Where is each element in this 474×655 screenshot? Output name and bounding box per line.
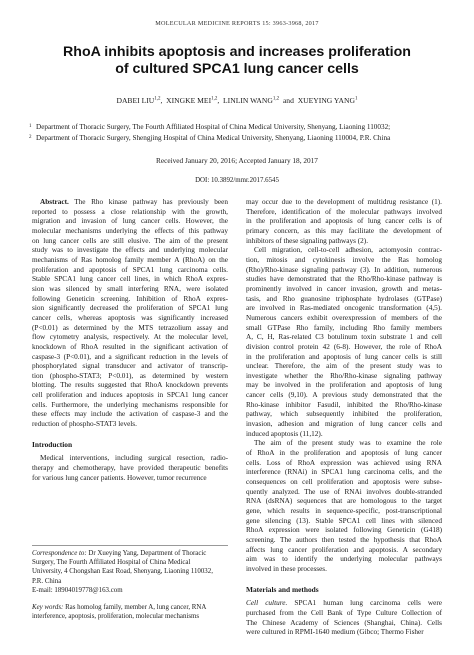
line-text: unclear. Therefore, the aim of the present study was to bbox=[246, 362, 442, 371]
subsection-label: Cell culture. bbox=[246, 599, 288, 608]
body-line bbox=[246, 333, 442, 343]
line-text: invasion, adhesion and migration of lung cancer cells and bbox=[246, 420, 442, 429]
line-text: may occur due to the development of multidrug resistance (1). bbox=[246, 198, 442, 206]
intro-line bbox=[32, 454, 228, 464]
body-line bbox=[246, 314, 442, 324]
line-text: RhoA expression were isolated following Geneticin (G418) bbox=[246, 526, 442, 535]
author-name: XINGKE MEI bbox=[166, 96, 212, 105]
footnote-line bbox=[32, 577, 228, 586]
line-text: of RhoA in the proliferation and apoptosis of lung cancer bbox=[246, 449, 442, 458]
body-line bbox=[246, 401, 442, 411]
line-text: molecular mechanisms underlying the effects of this pathway bbox=[32, 226, 228, 235]
line-text: were cultured in RPMI-1640 medium (Gibco; Thermo Fisher bbox=[246, 628, 424, 637]
line-text: pathway, which subsequently inhibited the proliferation, bbox=[246, 410, 442, 419]
line-text: inhibitors of these signaling pathways (2). bbox=[246, 236, 369, 245]
line-text: therapy and chemotherapy, have provided therapeutic benefits bbox=[32, 464, 228, 473]
title-line-1: RhoA inhibits apoptosis and increases proliferation bbox=[63, 44, 411, 60]
body-line bbox=[246, 526, 442, 536]
abstract-line bbox=[32, 314, 228, 324]
received-accepted-dates: Received January 20, 2016; Accepted January 18, 2017 bbox=[156, 156, 318, 165]
affiliation-mark: 1 bbox=[29, 124, 32, 129]
line-text: on lung cancer cells are still elusive. The aim of the present bbox=[32, 236, 228, 245]
intro-line bbox=[32, 464, 228, 474]
body-line bbox=[246, 304, 442, 314]
introduction-text bbox=[32, 454, 228, 483]
abstract-line bbox=[32, 266, 228, 276]
body-line bbox=[246, 507, 442, 517]
abstract-line bbox=[32, 372, 228, 382]
body-line bbox=[246, 295, 442, 305]
body-line bbox=[246, 353, 442, 363]
line-text: migration and invasion of lung cancer cells. However, the bbox=[32, 217, 228, 226]
body-line bbox=[246, 609, 442, 619]
author-name: LINLIN WANG bbox=[223, 96, 273, 105]
abstract-line bbox=[32, 304, 228, 314]
abstract-line bbox=[32, 381, 228, 391]
body-line bbox=[246, 555, 442, 565]
line-text: Medical interventions, including surgical resection, radio- bbox=[40, 454, 228, 463]
line-text: Dr Xueying Yang, Department of Thoracic bbox=[88, 550, 207, 557]
line-text: mechanisms of Ras homolog family member A (RhoA) on the bbox=[32, 255, 228, 264]
author-separator: , bbox=[160, 96, 163, 105]
running-header: MOLECULAR MEDICINE REPORTS 15: 3963-3968, 2017 bbox=[155, 20, 319, 27]
footnote-line bbox=[32, 612, 228, 621]
affiliation-text: Department of Thoracic Surgery, Shengjing Hospital of China Medical University, Shenyang, Liaoning 110004, P.R. China bbox=[36, 134, 391, 142]
affiliation-item bbox=[26, 133, 456, 144]
body-line bbox=[246, 478, 442, 488]
line-text: P.R. China bbox=[32, 577, 62, 585]
author-separator: , bbox=[217, 96, 220, 105]
correspondence-label: Correspondence to: bbox=[32, 550, 87, 557]
intro-paragraph-3 bbox=[246, 439, 442, 574]
line-text: The Chinese Academy of Sciences (Shanghai, China). Cells bbox=[246, 618, 442, 627]
line-text: division control protein 42 (6-8). However, the role of RhoA bbox=[246, 342, 442, 351]
line-text: interference, apoptosis, proliferation, molecular mechanisms bbox=[32, 613, 200, 621]
footnote-divider bbox=[32, 545, 228, 546]
body-line bbox=[246, 546, 442, 556]
line-text: aim was to identify the underlying molecular pathways bbox=[246, 555, 442, 564]
abstract-line bbox=[32, 208, 228, 218]
line-text: gene, which results in sequence-specific, post-transcriptional bbox=[246, 507, 442, 515]
intro-paragraph-1 bbox=[246, 198, 442, 246]
body-line bbox=[246, 343, 442, 353]
line-text: for various lung cancer patients. However, tumor recurrence bbox=[32, 473, 207, 482]
line-text: The Rho kinase pathway has previously been bbox=[74, 198, 228, 206]
line-text: cancer cells (9,10). A previous study demonstrated that the bbox=[246, 391, 442, 400]
body-line bbox=[246, 439, 442, 449]
affiliation-item bbox=[26, 122, 456, 133]
line-text: interference (RNAi) in SPCA1 lung carcinoma cells, and the bbox=[246, 468, 442, 477]
line-text: sion significantly decreased the proliferation of SPCA1 lung bbox=[32, 304, 228, 313]
abstract-line bbox=[32, 333, 228, 343]
line-text: primary concern, as this may facilitate the development of bbox=[246, 226, 442, 235]
line-text: in the proliferation and apoptosis of lung cancer cells is of bbox=[246, 217, 442, 226]
line-text: consequences on cell proliferation and apoptosis were subse- bbox=[246, 478, 442, 487]
author-affil-mark: 1 bbox=[355, 96, 358, 102]
line-text: phosphorylated signal transducer and activator of transcrip- bbox=[32, 362, 228, 371]
author-name: XUEYING YANG bbox=[297, 96, 356, 105]
title-line-2: of cultured SPCA1 lung cancer cells bbox=[115, 61, 359, 77]
line-text: studies have demonstrated that the Rho/Rho-kinase pathway is bbox=[246, 275, 442, 284]
left-column bbox=[32, 198, 228, 483]
body-line bbox=[246, 256, 442, 266]
line-text: quently analyzed. The use of RNAi involves double-stranded bbox=[246, 487, 442, 496]
abstract-line bbox=[32, 401, 228, 411]
line-text: University, 4 Chongshan East Road, Shenyang, Liaoning 110032, bbox=[32, 568, 213, 576]
line-text: gene silencing (13). Stable SPCA1 cell lines with silenced bbox=[246, 516, 442, 525]
line-text: SPCA1 human lung carcinoma cells were bbox=[294, 599, 442, 608]
body-line bbox=[246, 227, 442, 237]
line-text: cell proliferation and induces apoptosis in SPCA1 lung cancer bbox=[32, 391, 228, 400]
footnote-line bbox=[32, 586, 228, 595]
article-title bbox=[30, 44, 444, 78]
line-text: may be involved in the proliferation and apoptosis of lung bbox=[246, 381, 442, 390]
correspondence-note bbox=[32, 549, 228, 595]
abstract-line bbox=[32, 217, 228, 227]
line-text: blotting. The results suggested that RhoA knockdown prevents bbox=[32, 381, 228, 390]
body-line bbox=[246, 285, 442, 295]
abstract-line bbox=[32, 275, 228, 285]
line-text: knockdown of RhoA resulted in the significant activation of bbox=[32, 342, 228, 351]
introduction-heading: Introduction bbox=[32, 439, 73, 449]
body-line bbox=[246, 449, 442, 459]
body-line bbox=[246, 459, 442, 469]
methods-heading: Materials and methods bbox=[246, 584, 319, 594]
body-line bbox=[246, 391, 442, 401]
line-text: The aim of the present study was to examine the role bbox=[254, 439, 442, 448]
line-text: flow cytometry analysis, respectively. At the molecular level, bbox=[32, 333, 228, 342]
body-line bbox=[246, 628, 442, 638]
line-text: induced apoptosis (11,12). bbox=[246, 429, 323, 438]
line-text: reduction of phospho-STAT3 levels. bbox=[32, 420, 137, 429]
body-line bbox=[246, 619, 442, 629]
body-line bbox=[246, 217, 442, 227]
line-text: sion was silenced by small interfering RNA, were isolated bbox=[32, 284, 228, 293]
abstract bbox=[32, 198, 228, 430]
line-text: Numerous cancers exhibit overexpression of members of the bbox=[246, 313, 442, 322]
line-text: involved in these processes. bbox=[246, 564, 327, 573]
abstract-line bbox=[32, 285, 228, 295]
author-affil-mark: 1,2 bbox=[154, 96, 161, 102]
affiliation-text: Department of Thoracic Surgery, The Fourth Affiliated Hospital of China Medical University, Shenyang, Liaoning 110032; bbox=[36, 123, 391, 131]
line-text: these effects may include the activation of caspase-3 and the bbox=[32, 410, 228, 419]
abstract-line bbox=[32, 198, 228, 208]
right-column bbox=[246, 198, 442, 638]
line-text: E-mail: 18904019778@163.com bbox=[32, 586, 123, 594]
body-line bbox=[246, 275, 442, 285]
line-text: purchased from the Cell Bank of Type Culture Collection of bbox=[246, 608, 442, 617]
body-line bbox=[246, 372, 442, 382]
author-affil-mark: 1,2 bbox=[211, 96, 218, 102]
line-text: A, C, H, Ras-related C3 botulinum toxin substrate 1 and cell bbox=[246, 333, 442, 342]
line-text: are involved in Ras-mediated oncogenic transformation (4,5). bbox=[246, 304, 442, 313]
body-line bbox=[246, 410, 442, 420]
body-line bbox=[246, 517, 442, 527]
line-text: tasis, and Rho guanosine triphosphate hydrolases (GTPase) bbox=[246, 294, 442, 303]
body-line bbox=[246, 497, 442, 507]
line-text: caspase-3 (P<0.01), and a significant reduction in the levels of bbox=[32, 352, 228, 361]
line-text: cancer cells, whereas apoptosis was significantly increased bbox=[32, 313, 228, 322]
body-line bbox=[246, 488, 442, 498]
abstract-line bbox=[32, 246, 228, 256]
body-line bbox=[246, 420, 442, 430]
line-text: Stable SPCA1 lung cancer cell lines, in which RhoA expres- bbox=[32, 275, 228, 284]
abstract-line bbox=[32, 353, 228, 363]
line-text: proliferation and apoptosis of SPCA1 lung carcinoma cells. bbox=[32, 265, 228, 274]
body-line bbox=[246, 237, 442, 247]
body-line bbox=[246, 266, 442, 276]
line-text: small GTPase Rho family, including Rho family members bbox=[246, 323, 442, 332]
author-name: DABEI LIU bbox=[116, 96, 155, 105]
line-text: study was to investigate the effects and underlying molecular bbox=[32, 246, 228, 255]
abstract-line bbox=[32, 420, 228, 430]
abstract-line bbox=[32, 227, 228, 237]
line-text: prominently involved in cancer invasion, growth and metas- bbox=[246, 284, 442, 293]
abstract-line bbox=[32, 295, 228, 305]
abstract-line bbox=[32, 237, 228, 247]
abstract-line bbox=[32, 256, 228, 266]
keywords-note bbox=[32, 603, 228, 621]
body-line bbox=[246, 565, 442, 575]
abstract-line bbox=[32, 343, 228, 353]
line-text: following Geneticin screening. Inhibition of RhoA expres- bbox=[32, 294, 228, 303]
abstract-line bbox=[32, 391, 228, 401]
footnote-line bbox=[32, 558, 228, 567]
body-line bbox=[246, 198, 442, 208]
line-text: RNA (dsRNA) sequences that are homologous to the target bbox=[246, 497, 442, 506]
line-text: Surgery, The Fourth Affiliated Hospital of China Medical bbox=[32, 559, 191, 567]
abstract-line bbox=[32, 324, 228, 334]
line-text: (P<0.01) as determined by the MTS tetrazolium assay and bbox=[32, 323, 228, 332]
body-line bbox=[246, 430, 442, 440]
line-text: cells. Furthermore, the underlying mechanisms responsible for bbox=[32, 400, 228, 409]
line-text: in the proliferation and apoptosis of lung cancer cells is still bbox=[246, 352, 442, 361]
body-line bbox=[246, 362, 442, 372]
line-text: investigate whether the Rho/Rho-kinase signaling pathway bbox=[246, 371, 442, 380]
line-text: reported to possess a close relationship with the growth, bbox=[32, 207, 228, 216]
keywords-label: Key words: bbox=[32, 604, 64, 611]
abstract-label: Abstract. bbox=[40, 198, 69, 206]
author-affil-mark: 1,2 bbox=[272, 96, 280, 102]
line-text: tion (phospho-STAT3; P<0.01), as determined by western bbox=[32, 371, 228, 380]
line-text: (Rho)/Rho-kinase signaling pathway (3). In addition, numerous bbox=[246, 265, 442, 274]
author-list bbox=[0, 96, 474, 105]
line-text: cells. Loss of RhoA expression was achieved using RNA bbox=[246, 458, 442, 467]
body-line bbox=[246, 324, 442, 334]
line-text: tion, mitosis and cytokinesis involve the Ras homolog bbox=[246, 255, 442, 264]
footnote-line bbox=[32, 549, 228, 558]
body-line bbox=[246, 468, 442, 478]
intro-paragraph-2 bbox=[246, 246, 442, 439]
body-line bbox=[246, 599, 442, 609]
line-text: screening. The authors then tested the hypothesis that RhoA bbox=[246, 535, 442, 544]
footnote-line bbox=[32, 603, 228, 612]
body-line bbox=[246, 536, 442, 546]
body-line bbox=[246, 381, 442, 391]
methods-text bbox=[246, 599, 442, 638]
body-line bbox=[246, 246, 442, 256]
line-text: Therefore, identification of the molecular pathways involved bbox=[246, 207, 442, 216]
abstract-line bbox=[32, 362, 228, 372]
body-line bbox=[246, 208, 442, 218]
line-text: Cell migration, cell-to-cell adhesion, actomyosin contrac- bbox=[254, 246, 442, 255]
footnote-line bbox=[32, 567, 228, 576]
line-text: affects lung cancer proliferation and apoptosis. A secondary bbox=[246, 545, 442, 554]
author-separator: and bbox=[282, 96, 294, 105]
line-text: Ras homolog family, member A, lung cancer, RNA bbox=[65, 604, 207, 611]
affiliation-list bbox=[26, 122, 456, 144]
line-text: Rho-kinase inhibitor Fasudil, inhibited the Rho/Rho-kinase bbox=[246, 400, 442, 409]
doi-link[interactable]: DOI: 10.3892/mmr.2017.6545 bbox=[195, 177, 279, 184]
abstract-line bbox=[32, 410, 228, 420]
intro-line bbox=[32, 474, 228, 484]
affiliation-mark: 2 bbox=[29, 135, 32, 140]
